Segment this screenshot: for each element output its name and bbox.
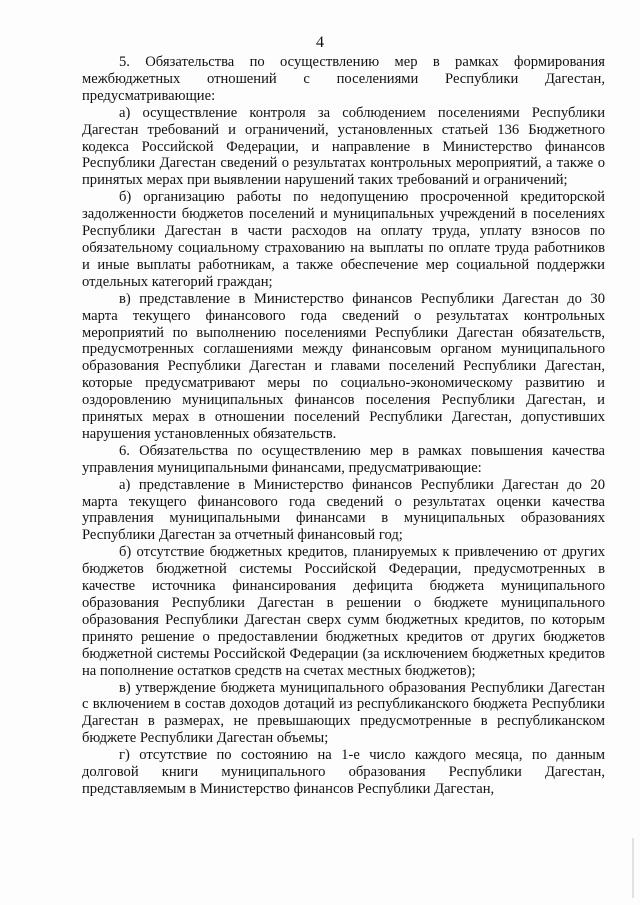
paragraph: 6. Обязательства по осуществлению мер в рамках повышения качества управления муниципальными финансами, предусматривающие: [82,442,605,476]
paragraph: а) представление в Министерство финансов Республики Дагестан до 20 марта текущего финансового года сведений о результатах оценки качества управления муниципальными финансами в муниципальных образованиях Республики Дагестан за отчетный финансовый год; [82,476,605,544]
paragraph: в) представление в Министерство финансов Республики Дагестан до 30 марта текущего финансового года сведений о результатах контрольных мероприятий по выполнению поселениями Республики Дагестан обязательств, предусмотренных соглашениями между финансовым органом муниципального образования Республики Дагестан и главами поселений Республики Дагестан, которые предусматривают меры по социально-экономическому развитию и оздоровлению муниципальных финансов поселения Республики Дагестан, и принятых мерах в отношении поселений Республики Дагестан, допустивших нарушения установленных обязательств. [82,290,605,442]
document-body [82,54,605,798]
scan-edge-shadow [632,838,634,898]
paragraph: г) отсутствие по состоянию на 1-е число каждого месяца, по данным долговой книги муниципального образования Республики Дагестан, представляемым в Министерство финансов Республики Дагестан, [82,747,605,797]
page-number: 4 [316,34,324,51]
paragraph: б) отсутствие бюджетных кредитов, планируемых к привлечению от других бюджетов бюджетной системы Российской Федерации, предусмотренных в качестве источника финансирования дефицита бюджета муниципального образования Республики Дагестан в решении о бюджете муниципального образования Республики Дагестан сверх сумм бюджетных кредитов, по которым принято решение о предоставлении бюджетных кредитов от других бюджетов бюджетной системы Российской Федерации (за исключением бюджетных кредитов на пополнение остатков средств на счетах местных бюджетов); [82,544,605,679]
paragraph: б) организацию работы по недопущению просроченной кредиторской задолженности бюджетов поселений и муниципальных учреждений в поселениях Республики Дагестан в части расходов на оплату труда, уплату взносов по обязательному социальному страхованию на выплаты по оплате труда работников и иные выплаты работникам, а также обеспечение мер социальной поддержки отдельных категорий граждан; [82,189,605,290]
paragraph: 5. Обязательства по осуществлению мер в рамках формирования межбюджетных отношений с поселениями Республики Дагестан, предусматривающие: [82,54,605,104]
paragraph: в) утверждение бюджета муниципального образования Республики Дагестан с включением в состав доходов дотаций из республиканского бюджета Республики Дагестан в размерах, не превышающих предусмотренные в республиканском бюджете Республики Дагестан объемы; [82,679,605,747]
paragraph: а) осуществление контроля за соблюдением поселениями Республики Дагестан требований и ограничений, установленных статьей 136 Бюджетного кодекса Российской Федерации, и направление в Министерство финансов Республики Дагестан сведений о результатах контрольных мероприятий, а также о принятых мерах при выявлении нарушений таких требований и ограничений; [82,104,605,189]
